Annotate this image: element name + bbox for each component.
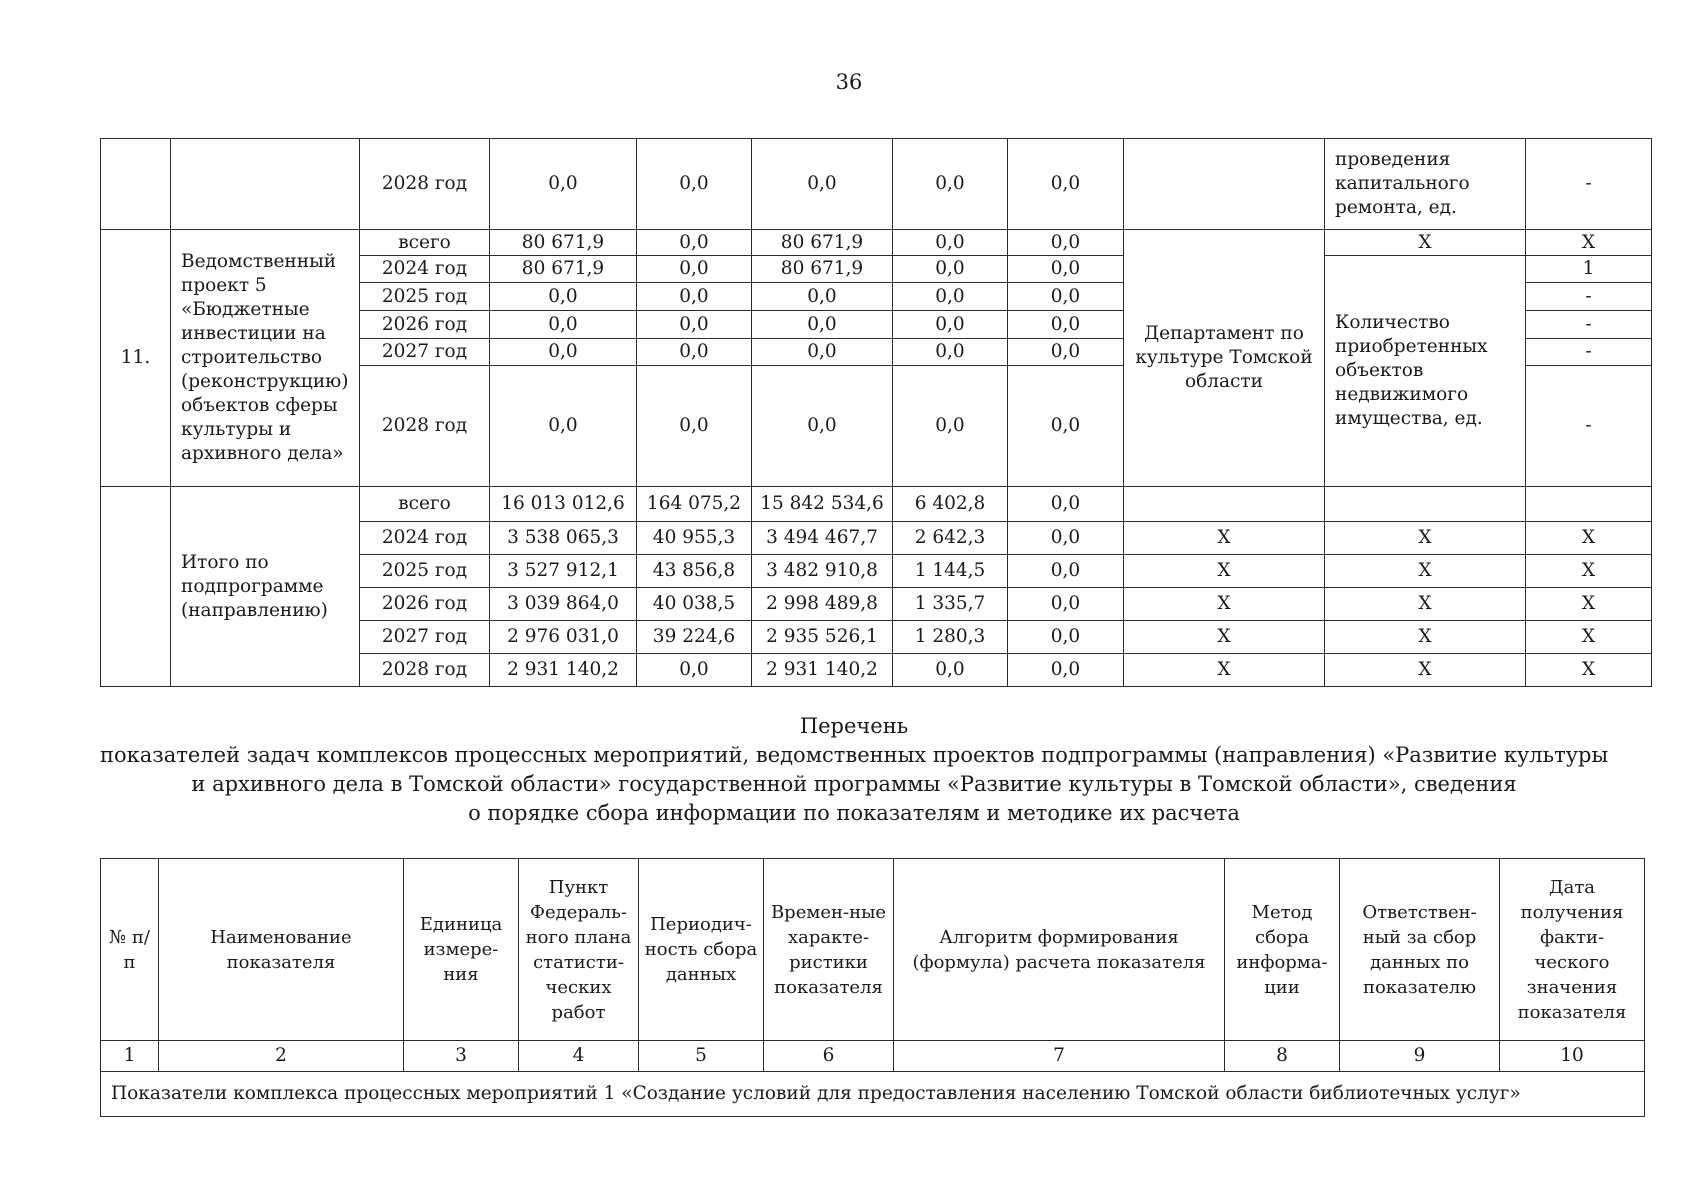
budget-table bbox=[100, 138, 1652, 687]
column-header: Периодич-ность сбора данных bbox=[639, 859, 764, 1041]
value-cell: 80 671,9 bbox=[752, 256, 893, 283]
target-cell: - bbox=[1526, 366, 1652, 487]
value-cell: 16 013 012,6 bbox=[490, 487, 637, 522]
heading-line: показателей задач комплексов процессных мероприятий, ведомственных проектов подпрограммы (направления) «Развитие культуры bbox=[100, 743, 1609, 767]
value-cell: 0,0 bbox=[637, 256, 752, 283]
row-number-cell: 11. bbox=[101, 230, 171, 487]
year-cell: 2026 год bbox=[360, 311, 490, 339]
value-cell: 40 955,3 bbox=[637, 522, 752, 555]
year-cell: 2024 год bbox=[360, 256, 490, 283]
indicator-cell: X bbox=[1325, 621, 1526, 654]
value-cell: 1 144,5 bbox=[893, 555, 1008, 588]
year-cell: всего bbox=[360, 487, 490, 522]
value-cell: 0,0 bbox=[893, 366, 1008, 487]
value-cell: 15 842 534,6 bbox=[752, 487, 893, 522]
value-cell: 164 075,2 bbox=[637, 487, 752, 522]
year-cell: 2027 год bbox=[360, 339, 490, 366]
value-cell: 0,0 bbox=[752, 366, 893, 487]
column-number: 2 bbox=[159, 1041, 404, 1072]
value-cell: 2 998 489,8 bbox=[752, 588, 893, 621]
target-cell: X bbox=[1526, 588, 1652, 621]
value-cell: 0,0 bbox=[637, 654, 752, 687]
year-cell: всего bbox=[360, 230, 490, 256]
indicator-cell: X bbox=[1325, 588, 1526, 621]
section-row bbox=[101, 1072, 1645, 1117]
target-cell: X bbox=[1526, 654, 1652, 687]
column-number: 7 bbox=[894, 1041, 1225, 1072]
indicator-cell: X bbox=[1325, 522, 1526, 555]
value-cell: 0,0 bbox=[637, 283, 752, 311]
value-cell: 2 976 031,0 bbox=[490, 621, 637, 654]
value-cell: 0,0 bbox=[1008, 139, 1124, 230]
responsible-cell: Департамент по культуре Томской области bbox=[1124, 230, 1325, 487]
year-cell: 2027 год bbox=[360, 621, 490, 654]
value-cell: 2 931 140,2 bbox=[752, 654, 893, 687]
heading-title: Перечень bbox=[799, 714, 909, 738]
table-row bbox=[101, 487, 1652, 522]
heading-line: и архивного дела в Томской области» государственной программы «Развитие культуры в Томской области», сведения bbox=[191, 772, 1517, 796]
value-cell: 0,0 bbox=[637, 230, 752, 256]
column-number: 10 bbox=[1500, 1041, 1645, 1072]
value-cell: 0,0 bbox=[490, 139, 637, 230]
value-cell: 3 538 065,3 bbox=[490, 522, 637, 555]
value-cell: 2 931 140,2 bbox=[490, 654, 637, 687]
responsible-cell: X bbox=[1124, 522, 1325, 555]
value-cell: 0,0 bbox=[893, 256, 1008, 283]
year-cell: 2024 год bbox=[360, 522, 490, 555]
indicator-cell: X bbox=[1325, 654, 1526, 687]
value-cell: 0,0 bbox=[752, 283, 893, 311]
value-cell: 1 280,3 bbox=[893, 621, 1008, 654]
column-header: Единица измере-ния bbox=[404, 859, 519, 1041]
section-heading bbox=[100, 712, 1608, 828]
section-title-cell: Показатели комплекса процессных мероприятий 1 «Создание условий для предоставления населению Томской области библиотечных услуг» bbox=[101, 1072, 1645, 1117]
total-name-cell: Итого по подпрограмме (направлению) bbox=[171, 487, 360, 687]
value-cell: 39 224,6 bbox=[637, 621, 752, 654]
column-header: Пункт Федераль-ного плана статисти-ческих работ bbox=[519, 859, 639, 1041]
target-cell bbox=[1526, 487, 1652, 522]
table-row bbox=[101, 230, 1652, 256]
year-cell: 2028 год bbox=[360, 139, 490, 230]
value-cell: 0,0 bbox=[893, 230, 1008, 256]
value-cell: 0,0 bbox=[752, 139, 893, 230]
target-cell: - bbox=[1526, 139, 1652, 230]
project-name-cell: Ведомственный проект 5 «Бюджетные инвестиции на строительство (реконструкцию) объектов сферы культуры и архивного дела» bbox=[171, 230, 360, 487]
page-number: 36 bbox=[835, 70, 863, 94]
indicators-table bbox=[100, 858, 1645, 1117]
value-cell: 0,0 bbox=[490, 366, 637, 487]
column-number: 8 bbox=[1225, 1041, 1340, 1072]
value-cell: 0,0 bbox=[637, 139, 752, 230]
column-header: Алгоритм формирования (формула) расчета показателя bbox=[894, 859, 1225, 1041]
column-numbers-row bbox=[101, 1041, 1645, 1072]
value-cell: 0,0 bbox=[1008, 487, 1124, 522]
column-number: 5 bbox=[639, 1041, 764, 1072]
target-cell: X bbox=[1526, 555, 1652, 588]
value-cell: 0,0 bbox=[893, 654, 1008, 687]
value-cell: 0,0 bbox=[1008, 230, 1124, 256]
indicator-cell: Количество приобретенных объектов недвижимого имущества, ед. bbox=[1325, 256, 1526, 487]
column-number: 4 bbox=[519, 1041, 639, 1072]
target-cell: - bbox=[1526, 311, 1652, 339]
value-cell: 0,0 bbox=[637, 311, 752, 339]
value-cell: 43 856,8 bbox=[637, 555, 752, 588]
column-header: Метод сбора информа-ции bbox=[1225, 859, 1340, 1041]
header-row bbox=[101, 859, 1645, 1041]
value-cell: 0,0 bbox=[893, 311, 1008, 339]
responsible-cell: X bbox=[1124, 555, 1325, 588]
value-cell: 0,0 bbox=[1008, 366, 1124, 487]
responsible-cell: X bbox=[1124, 654, 1325, 687]
column-header: Ответствен-ный за сбор данных по показателю bbox=[1340, 859, 1500, 1041]
value-cell: 3 527 912,1 bbox=[490, 555, 637, 588]
value-cell: 0,0 bbox=[490, 311, 637, 339]
task-name-cell bbox=[171, 139, 360, 230]
column-number: 3 bbox=[404, 1041, 519, 1072]
value-cell: 0,0 bbox=[1008, 522, 1124, 555]
value-cell: 0,0 bbox=[1008, 621, 1124, 654]
value-cell: 0,0 bbox=[752, 339, 893, 366]
value-cell: 0,0 bbox=[637, 366, 752, 487]
column-number: 9 bbox=[1340, 1041, 1500, 1072]
indicator-cell: X bbox=[1325, 230, 1526, 256]
target-cell: - bbox=[1526, 339, 1652, 366]
heading-line: о порядке сбора информации по показателям и методике их расчета bbox=[468, 801, 1240, 825]
value-cell: 0,0 bbox=[1008, 311, 1124, 339]
year-cell: 2028 год bbox=[360, 654, 490, 687]
value-cell: 0,0 bbox=[893, 139, 1008, 230]
value-cell: 0,0 bbox=[1008, 588, 1124, 621]
value-cell: 0,0 bbox=[1008, 555, 1124, 588]
year-cell: 2025 год bbox=[360, 555, 490, 588]
value-cell: 2 642,3 bbox=[893, 522, 1008, 555]
value-cell: 40 038,5 bbox=[637, 588, 752, 621]
year-cell: 2026 год bbox=[360, 588, 490, 621]
indicator-cell: проведения капитального ремонта, ед. bbox=[1325, 139, 1526, 230]
responsible-cell: X bbox=[1124, 588, 1325, 621]
column-number: 1 bbox=[101, 1041, 159, 1072]
year-cell: 2025 год bbox=[360, 283, 490, 311]
value-cell: 0,0 bbox=[1008, 283, 1124, 311]
value-cell: 80 671,9 bbox=[752, 230, 893, 256]
responsible-cell: X bbox=[1124, 621, 1325, 654]
target-cell: X bbox=[1526, 621, 1652, 654]
responsible-cell bbox=[1124, 139, 1325, 230]
row-number-cell bbox=[101, 139, 171, 230]
indicator-cell bbox=[1325, 487, 1526, 522]
year-cell: 2028 год bbox=[360, 366, 490, 487]
responsible-cell bbox=[1124, 487, 1325, 522]
value-cell: 80 671,9 bbox=[490, 256, 637, 283]
target-cell: X bbox=[1526, 522, 1652, 555]
value-cell: 1 335,7 bbox=[893, 588, 1008, 621]
value-cell: 2 935 526,1 bbox=[752, 621, 893, 654]
value-cell: 0,0 bbox=[893, 339, 1008, 366]
target-cell: - bbox=[1526, 283, 1652, 311]
value-cell: 0,0 bbox=[1008, 256, 1124, 283]
column-header: № п/п bbox=[101, 859, 159, 1041]
column-header: Наименование показателя bbox=[159, 859, 404, 1041]
value-cell: 6 402,8 bbox=[893, 487, 1008, 522]
value-cell: 0,0 bbox=[893, 283, 1008, 311]
column-header: Времен-ные характе-ристики показателя bbox=[764, 859, 894, 1041]
column-number: 6 bbox=[764, 1041, 894, 1072]
value-cell: 0,0 bbox=[752, 311, 893, 339]
value-cell: 0,0 bbox=[490, 339, 637, 366]
target-cell: X bbox=[1526, 230, 1652, 256]
value-cell: 3 482 910,8 bbox=[752, 555, 893, 588]
column-header: Дата получения факти-ческого значения показателя bbox=[1500, 859, 1645, 1041]
value-cell: 0,0 bbox=[1008, 339, 1124, 366]
target-cell: 1 bbox=[1526, 256, 1652, 283]
value-cell: 3 494 467,7 bbox=[752, 522, 893, 555]
value-cell: 0,0 bbox=[1008, 654, 1124, 687]
table-row bbox=[101, 139, 1652, 230]
value-cell: 0,0 bbox=[490, 283, 637, 311]
value-cell: 80 671,9 bbox=[490, 230, 637, 256]
value-cell: 3 039 864,0 bbox=[490, 588, 637, 621]
indicator-cell: X bbox=[1325, 555, 1526, 588]
value-cell: 0,0 bbox=[637, 339, 752, 366]
row-number-cell bbox=[101, 487, 171, 687]
